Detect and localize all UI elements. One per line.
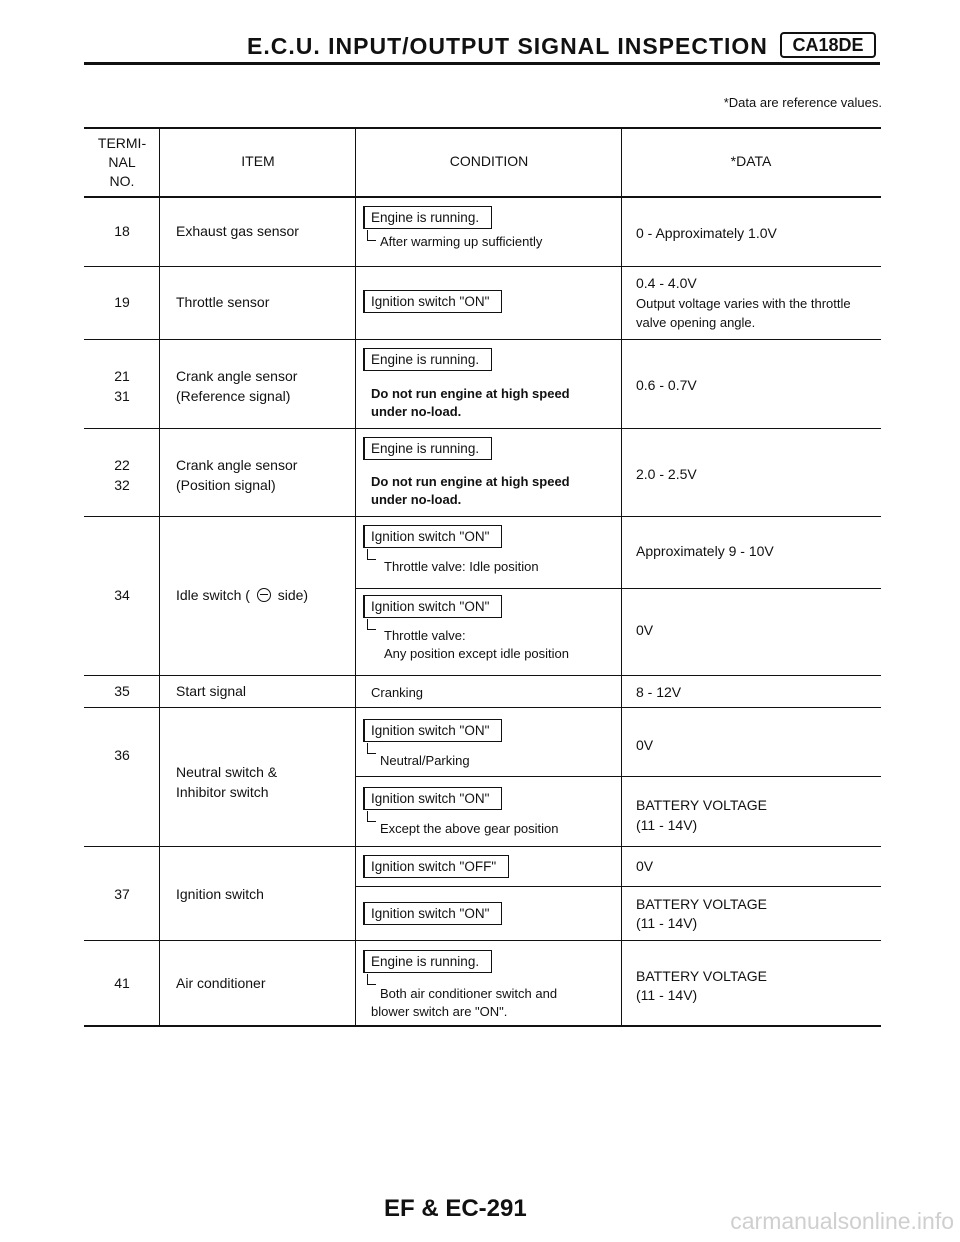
sub-divider [355, 588, 881, 589]
caution-note: under no-load. [371, 404, 462, 419]
row-divider [84, 846, 881, 847]
condition-box: Ignition switch "OFF" [363, 855, 509, 878]
sub-condition-bracket [367, 974, 376, 985]
row-divider [84, 675, 881, 676]
data-value: (11 - 14V) [636, 987, 698, 1003]
item-name: Crank angle sensor (Position signal) [176, 457, 298, 493]
title-rule [84, 62, 880, 65]
sub-divider [355, 886, 881, 887]
item-name: Crank angle sensor (Reference signal) [176, 368, 298, 404]
item-name: Air conditioner [176, 975, 266, 991]
sub-condition-bracket [367, 811, 376, 822]
item-name: Ignition switch [176, 886, 264, 902]
minus-circle-icon [257, 588, 271, 602]
item-name: Neutral switch & Inhibitor switch [176, 764, 278, 800]
data-value: 0.4 - 4.0V [636, 275, 697, 291]
condition-box: Ignition switch "ON" [363, 902, 502, 925]
data-value: (11 - 14V) [636, 817, 698, 833]
data-value: 0.6 - 0.7V [636, 377, 697, 393]
terminal-number: 36 [114, 747, 130, 763]
condition-box: Engine is running. [363, 950, 492, 973]
data-value: 0V [636, 737, 654, 753]
data-value: (11 - 14V) [636, 915, 698, 931]
sub-divider [355, 776, 881, 777]
condition-text: Cranking [371, 685, 424, 700]
page-number: EF & EC-291 [384, 1195, 527, 1222]
terminal-number: 21 31 [114, 368, 130, 404]
sub-condition: Throttle valve: Idle position [384, 559, 539, 574]
data-value: valve opening angle. [636, 315, 756, 330]
header-item: ITEM [241, 153, 275, 169]
condition-box: Ignition switch "ON" [363, 719, 502, 742]
item-name: Throttle sensor [176, 294, 270, 310]
row-divider [84, 940, 881, 941]
item-name: Exhaust gas sensor [176, 223, 299, 239]
caution-note: Do not run engine at high speed [371, 474, 570, 489]
watermark: carmanualsonline.info [730, 1208, 954, 1234]
row-divider [84, 339, 881, 340]
row-divider [84, 428, 881, 429]
data-value: 0 - Approximately 1.0V [636, 225, 777, 241]
sub-condition-bracket [367, 230, 376, 241]
terminal-number: 19 [114, 294, 130, 310]
header-terminal: TERMI- NAL NO. [97, 135, 147, 189]
condition-box: Ignition switch "ON" [363, 290, 502, 313]
data-value: Approximately 9 - 10V [636, 543, 774, 559]
data-value: Output voltage varies with the throttle [636, 296, 851, 311]
row-divider [84, 516, 881, 517]
sub-condition-bracket [367, 549, 376, 560]
condition-box: Ignition switch "ON" [363, 595, 502, 618]
sub-condition: Except the above gear position [380, 821, 559, 836]
row-divider [84, 707, 881, 708]
sub-condition: blower switch are "ON". [371, 1004, 508, 1019]
terminal-number: 34 [114, 587, 130, 603]
sub-condition: After warming up sufficiently [380, 234, 543, 249]
item-name: Start signal [176, 683, 247, 699]
caution-note: Do not run engine at high speed [371, 386, 570, 401]
sub-condition: Neutral/Parking [380, 753, 470, 768]
caution-note: under no-load. [371, 492, 462, 507]
condition-box: Ignition switch "ON" [363, 787, 502, 810]
data-value: 2.0 - 2.5V [636, 466, 697, 482]
condition-box: Engine is running. [363, 348, 492, 371]
terminal-number: 37 [114, 886, 130, 902]
sub-condition: Any position except idle position [384, 646, 570, 661]
item-name: Idle switch ( side) [176, 587, 309, 603]
condition-box: Ignition switch "ON" [363, 525, 502, 548]
data-value: BATTERY VOLTAGE [636, 896, 767, 912]
condition-box: Engine is running. [363, 206, 492, 229]
column-line [621, 128, 622, 1026]
terminal-number: 35 [114, 683, 130, 699]
terminal-number: 41 [114, 975, 130, 991]
header-data: *DATA [730, 153, 772, 169]
reference-note: *Data are reference values. [723, 95, 882, 110]
condition-box: Engine is running. [363, 437, 492, 460]
data-value: 0V [636, 858, 654, 874]
sub-condition: Both air conditioner switch and [380, 986, 558, 1001]
data-value: BATTERY VOLTAGE [636, 797, 767, 813]
sub-condition-bracket [367, 619, 376, 630]
row-divider [84, 266, 881, 267]
data-value: 8 - 12V [636, 684, 682, 700]
page-title: E.C.U. INPUT/OUTPUT SIGNAL INSPECTION [247, 33, 768, 59]
engine-badge: CA18DE [780, 32, 876, 58]
header-condition: CONDITION [449, 153, 529, 169]
terminal-number: 22 32 [114, 457, 130, 493]
sub-condition: Throttle valve: [384, 628, 466, 643]
table-bottom-rule [84, 1025, 881, 1027]
header-rule [84, 196, 881, 198]
table-top-rule [84, 127, 881, 129]
sub-condition-bracket [367, 743, 376, 754]
column-line [355, 128, 356, 1026]
terminal-number: 18 [114, 223, 130, 239]
data-value: 0V [636, 622, 654, 638]
data-value: BATTERY VOLTAGE [636, 968, 767, 984]
